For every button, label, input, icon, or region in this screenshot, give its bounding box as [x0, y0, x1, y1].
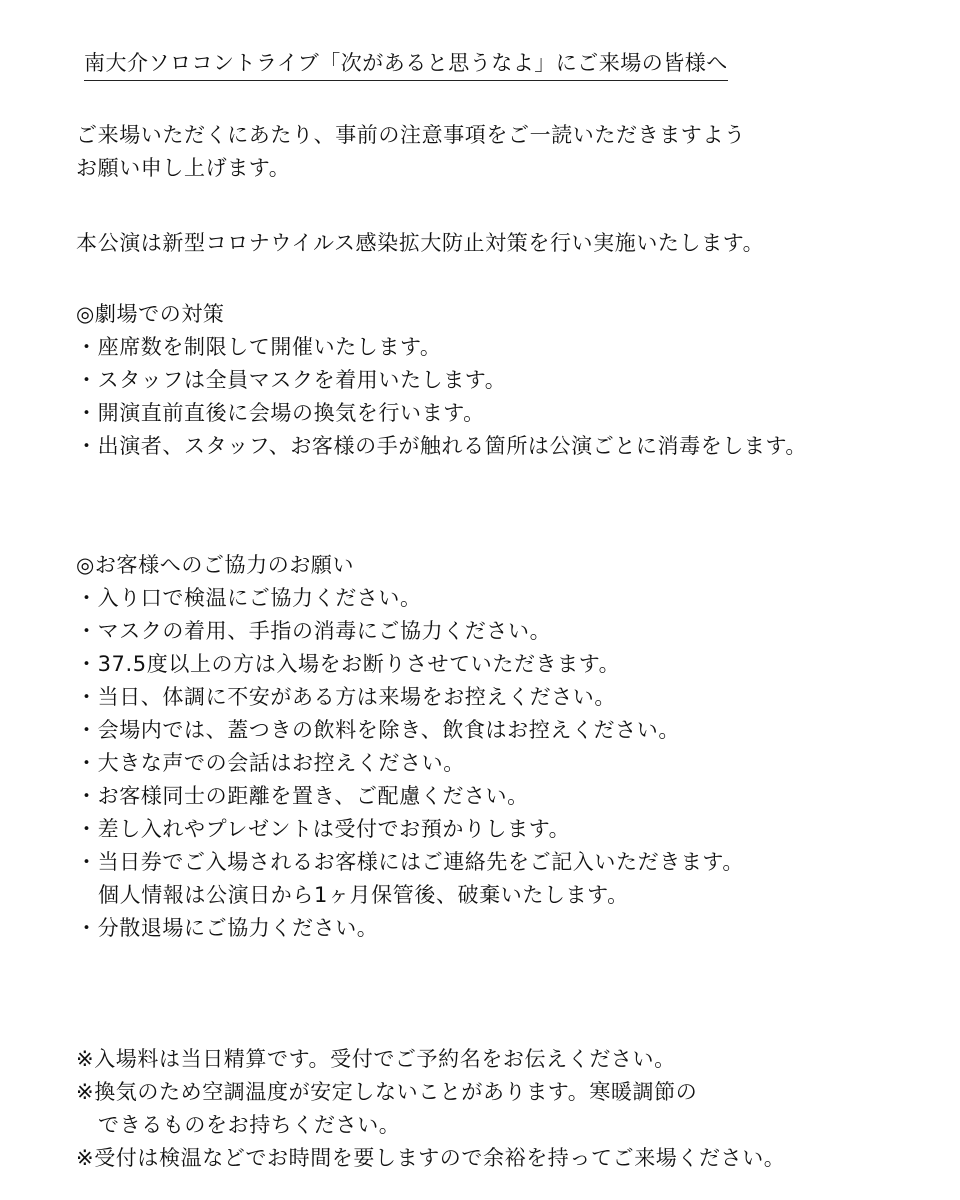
venue-measures-section: [76, 298, 807, 463]
note-line: ※入場料は当日精算です。受付でご予約名をお伝えください。: [76, 1047, 676, 1071]
intro-line: お願い申し上げます。: [76, 156, 291, 180]
list-item: ・差し入れやプレゼントは受付でお預かりします。: [76, 817, 571, 841]
infection-statement-text: 本公演は新型コロナウイルス感染拡大防止対策を行い実施いたします。: [76, 231, 765, 255]
guest-requests-section: [76, 549, 744, 945]
list-item: ・お客様同士の距離を置き、ご配慮ください。: [76, 784, 529, 808]
notice-title: 南大介ソロコントライブ「次があると思うなよ」にご来場の皆様へ: [84, 48, 728, 81]
intro-line: ご来場いただくにあたり、事前の注意事項をご一読いただきますよう: [76, 123, 746, 147]
guest-requests-heading: ◎お客様へのご協力のお願い: [76, 553, 355, 577]
list-item: ・当日券でご入場されるお客様にはご連絡先をご記入いただきます。: [76, 850, 744, 874]
list-item: ・分散退場にご協力ください。: [76, 916, 379, 940]
list-item: ・37.5度以上の方は入場をお断りさせていただきます。: [76, 652, 621, 676]
intro-paragraph: [76, 119, 746, 185]
venue-measures-heading: ◎劇場での対策: [76, 302, 225, 326]
list-item: ・当日、体調に不安がある方は来場をお控えください。: [76, 685, 616, 709]
infection-statement: [76, 227, 764, 260]
list-item: ・座席数を制限して開催いたします。: [76, 335, 442, 359]
note-line: ※換気のため空調温度が安定しないことがあります。寒暖調節の: [76, 1080, 698, 1104]
list-item: ・開演直前直後に会場の換気を行います。: [76, 401, 485, 425]
note-line: ※受付は検温などでお時間を要しますので余裕を持ってご来場ください。: [76, 1146, 786, 1170]
notes-section: [76, 1043, 785, 1175]
list-item: ・会場内では、蓋つきの飲料を除き、飲食はお控えください。: [76, 718, 680, 742]
note-line-continuation: できるものをお持ちください。: [98, 1113, 401, 1137]
list-item-continuation: 個人情報は公演日から1ヶ月保管後、破棄いたします。: [98, 883, 629, 907]
list-item: ・マスクの着用、手指の消毒にご協力ください。: [76, 619, 552, 643]
list-item: ・スタッフは全員マスクを着用いたします。: [76, 368, 507, 392]
list-item: ・出演者、スタッフ、お客様の手が触れる箇所は公演ごとに消毒をします。: [76, 434, 808, 458]
list-item: ・大きな声での会話はお控えください。: [76, 751, 465, 775]
list-item: ・入り口で検温にご協力ください。: [76, 586, 422, 610]
